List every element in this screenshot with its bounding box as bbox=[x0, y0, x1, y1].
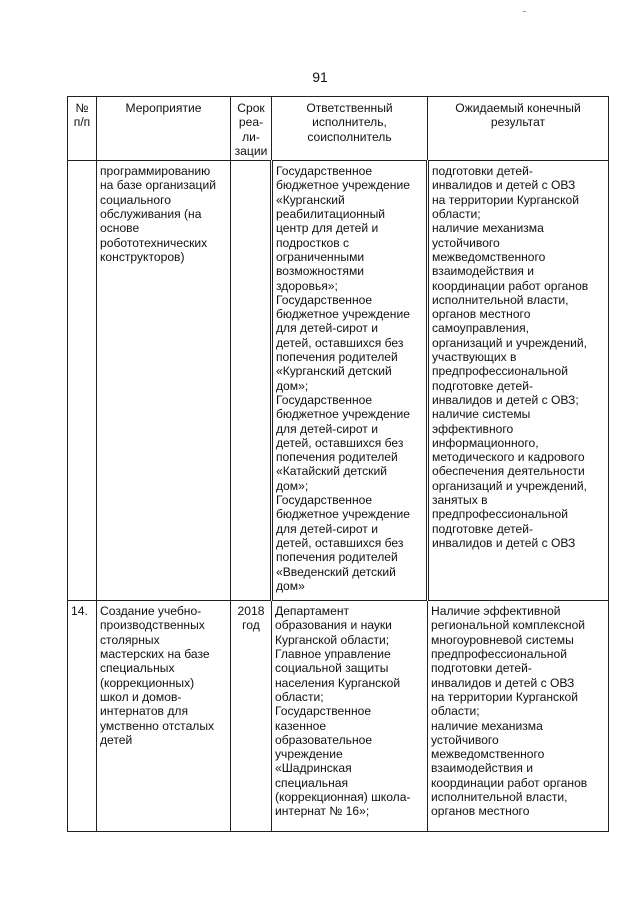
header-result: Ожидаемый конечный результат bbox=[428, 97, 609, 161]
cell-executor: Государственное бюджетное учреждение «Курганский реабилитационный центр для детей и подростков с ограниченными возможностями здоровья»; Государственное бюджетное учреждение для детей-сирот и детей, оставшихся без попечения родителей «Курганский детский дом»; Государственное бюджетное учреждение для детей-сирот и детей, оставшихся без попечения родителей «Катайский детский дом»; Государственное бюджетное учреждение для детей-сирот и детей, оставшихся без попечения родителей «Введенский детский дом» bbox=[272, 161, 428, 601]
cell-term bbox=[231, 161, 272, 601]
cell-result: подготовки детей- инвалидов и детей с ОВЗ на территории Курганской области; наличие механизма устойчивого межведомственного взаимодействия и координации работ органов исполнительной власти, органов местного самоуправления, организаций и учреждений, участвующих в предпрофессиональной подготовке детей- инвалидов и детей с ОВЗ; наличие системы эффективного информационного, методического и кадрового обеспечения деятельности организаций и учреждений, занятых в предпрофессиональной подготовке детей- инвалидов и детей с ОВЗ bbox=[428, 161, 609, 601]
table-row bbox=[68, 601, 609, 832]
table-row bbox=[68, 161, 609, 601]
header-term: Срок реа- ли- зации bbox=[231, 97, 272, 161]
header-executor: Ответственный исполнитель, соисполнитель bbox=[272, 97, 428, 161]
scan-mark bbox=[523, 11, 526, 12]
cell-term: 2018 год bbox=[231, 601, 272, 832]
header-event: Мероприятие bbox=[97, 97, 231, 161]
cell-number bbox=[68, 161, 97, 601]
cell-executor: Департамент образования и науки Курганской области; Главное управление социальной защиты населения Курганской области; Государственное казенное образовательное учреждение «Шадринская специальная (коррекционная) школа- интернат № 16»; bbox=[272, 601, 428, 832]
header-number: № п/п bbox=[68, 97, 97, 161]
table-header-row bbox=[68, 97, 609, 161]
cell-event: программированию на базе организаций социального обслуживания (на основе робототехнических конструкторов) bbox=[97, 161, 231, 601]
cell-number: 14. bbox=[68, 601, 97, 832]
page-number: 91 bbox=[312, 69, 328, 85]
cell-result: Наличие эффективной региональной комплексной многоуровневой системы предпрофессиональной подготовки детей- инвалидов и детей с ОВЗ на территории Курганской области; наличие механизма устойчивого межведомственного взаимодействия и координации работ органов исполнительной власти, органов местного bbox=[428, 601, 609, 832]
action-plan-table bbox=[67, 96, 609, 832]
cell-event: Создание учебно- производственных столярных мастерских на базе специальных (коррекционных) школ и домов- интернатов для умственно отсталых детей bbox=[97, 601, 231, 832]
